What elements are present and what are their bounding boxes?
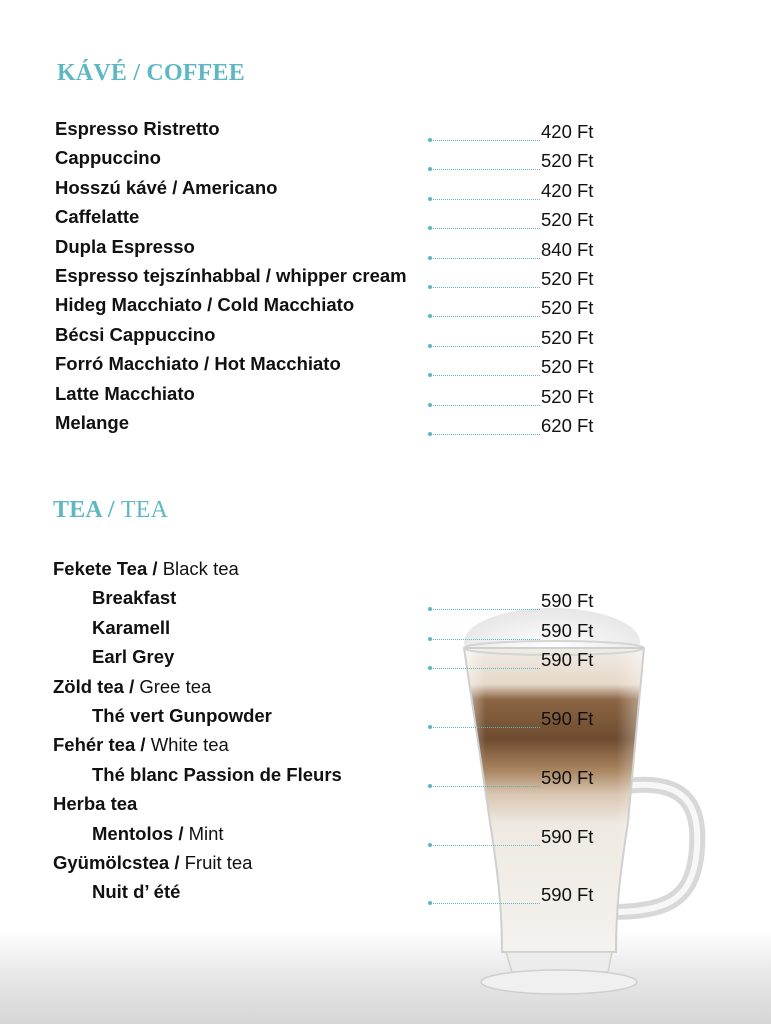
item-price: 420 Ft xyxy=(541,179,594,201)
category-row xyxy=(0,558,771,584)
category-row xyxy=(0,676,771,702)
item-name xyxy=(92,587,176,609)
leader-dot xyxy=(428,226,432,230)
item-name-text: Bécsi Cappuccino xyxy=(55,323,216,345)
item-price: 520 Ft xyxy=(541,209,594,231)
item-name xyxy=(55,353,341,375)
dotted-leader xyxy=(430,845,540,846)
category-row xyxy=(0,734,771,760)
dotted-leader xyxy=(430,228,540,229)
item-name-text: Mentolos xyxy=(92,822,174,844)
item-name-text: Melange xyxy=(55,412,130,433)
item-name-text: Hosszú kávé / Americano xyxy=(55,176,278,198)
dotted-leader xyxy=(430,258,540,259)
item-name xyxy=(55,383,195,405)
item-price: 520 Ft xyxy=(541,150,594,172)
menu-item xyxy=(0,587,771,613)
item-name-text: Herba tea xyxy=(53,793,138,815)
item-name-text: Karamell xyxy=(92,616,171,638)
item-translation: Fruit tea xyxy=(184,852,253,873)
dotted-leader xyxy=(430,668,540,669)
dotted-leader xyxy=(430,169,540,170)
item-name-text: Zöld tea xyxy=(53,675,124,697)
tea-heading-sub: TEA xyxy=(120,497,169,523)
leader-dot xyxy=(428,285,432,289)
item-price: 840 Ft xyxy=(541,238,594,260)
item-name xyxy=(92,764,342,786)
menu-item xyxy=(0,764,771,790)
item-price: 590 Ft xyxy=(541,766,594,788)
item-separator: / xyxy=(178,822,184,844)
menu-item xyxy=(0,705,771,731)
item-price: 590 Ft xyxy=(541,708,594,729)
item-name-text: Breakfast xyxy=(92,587,177,609)
item-name-text: Latte Macchiato xyxy=(55,382,195,404)
item-name xyxy=(92,823,224,845)
menu-item xyxy=(0,177,771,203)
item-name-text: Cappuccino xyxy=(55,147,161,169)
tea-heading xyxy=(53,497,168,524)
item-name xyxy=(55,118,220,140)
dotted-leader xyxy=(430,316,540,317)
leader-dot xyxy=(428,432,432,436)
tea-heading-separator: / xyxy=(107,497,115,523)
item-name-text: Caffelatte xyxy=(55,206,140,228)
item-translation: White tea xyxy=(150,734,229,756)
leader-dot xyxy=(428,373,432,377)
leader-dot xyxy=(428,197,432,201)
leader-dot xyxy=(428,167,432,171)
item-name-text: Fehér tea xyxy=(53,734,136,756)
dotted-leader xyxy=(430,199,540,200)
item-name xyxy=(53,852,252,874)
leader-dot xyxy=(428,637,432,641)
item-price: 520 Ft xyxy=(541,326,594,348)
category-row xyxy=(0,852,771,878)
item-name xyxy=(55,206,139,228)
dotted-leader xyxy=(430,405,540,406)
dotted-leader xyxy=(430,727,540,728)
leader-dot xyxy=(428,344,432,348)
menu-item xyxy=(0,646,771,672)
item-price: 420 Ft xyxy=(541,121,594,142)
item-price: 620 Ft xyxy=(541,415,594,436)
leader-dot xyxy=(428,784,432,788)
dotted-leader xyxy=(430,346,540,347)
menu-item xyxy=(0,265,771,291)
leader-dot xyxy=(428,901,432,905)
item-name-text: Earl Grey xyxy=(92,646,175,668)
item-name xyxy=(53,793,137,815)
item-name-text: Thé blanc Passion de Fleurs xyxy=(92,763,342,785)
item-translation: Gree tea xyxy=(139,675,212,697)
item-price: 590 Ft xyxy=(541,619,594,641)
leader-dot xyxy=(428,607,432,611)
dotted-leader xyxy=(430,287,540,288)
leader-dot xyxy=(428,725,432,729)
menu-item xyxy=(0,118,771,144)
menu-item xyxy=(0,617,771,643)
leader-dot xyxy=(428,403,432,407)
item-price: 520 Ft xyxy=(541,297,594,319)
item-separator: / xyxy=(129,675,135,697)
leader-dot xyxy=(428,843,432,847)
menu-item xyxy=(0,383,771,409)
leader-dot xyxy=(428,256,432,260)
item-name xyxy=(55,324,215,346)
category-row xyxy=(0,793,771,819)
item-price: 590 Ft xyxy=(541,825,594,847)
item-price: 520 Ft xyxy=(541,385,594,407)
menu-item xyxy=(0,147,771,173)
leader-dot xyxy=(428,138,432,142)
dotted-leader xyxy=(430,434,540,435)
menu-item xyxy=(0,353,771,379)
dotted-leader xyxy=(430,375,540,376)
item-translation: Mint xyxy=(188,822,224,844)
item-name xyxy=(53,558,239,580)
item-name xyxy=(92,881,180,903)
item-price: 520 Ft xyxy=(541,268,594,289)
dotted-leader xyxy=(430,903,540,904)
item-name-text: Nuit d’ été xyxy=(92,881,181,903)
item-name xyxy=(92,646,174,668)
item-name-text: Dupla Espresso xyxy=(55,235,195,257)
item-name-text: Fekete Tea xyxy=(53,558,148,579)
item-name xyxy=(55,147,161,169)
menu-item xyxy=(0,324,771,350)
item-separator: / xyxy=(140,734,146,756)
item-name-text: Forró Macchiato / Hot Macchiato xyxy=(55,353,341,375)
item-separator: / xyxy=(152,558,158,579)
menu-item xyxy=(0,823,771,849)
item-name-text: Gyümölcstea xyxy=(53,852,170,873)
item-name xyxy=(55,265,407,287)
dotted-leader xyxy=(430,140,540,141)
dotted-leader xyxy=(430,786,540,787)
item-name xyxy=(55,236,195,258)
item-name xyxy=(92,617,170,639)
leader-dot xyxy=(428,666,432,670)
item-price: 590 Ft xyxy=(541,649,594,671)
leader-dot xyxy=(428,314,432,318)
dotted-leader xyxy=(430,639,540,640)
item-name-text: Espresso tejszínhabbal / whipper cream xyxy=(55,265,407,286)
item-name xyxy=(53,676,211,698)
menu-item xyxy=(0,412,771,438)
item-name-text: Espresso Ristretto xyxy=(55,118,220,139)
item-price: 590 Ft xyxy=(541,884,594,906)
tea-heading-main: TEA xyxy=(53,497,102,523)
dotted-leader xyxy=(430,609,540,610)
item-name xyxy=(55,294,354,316)
item-name xyxy=(92,705,272,727)
item-separator: / xyxy=(174,852,180,873)
item-name xyxy=(55,177,277,199)
item-price: 520 Ft xyxy=(541,356,594,378)
item-name xyxy=(55,412,129,434)
menu-item xyxy=(0,206,771,232)
item-name-text: Hideg Macchiato / Cold Macchiato xyxy=(55,294,355,316)
menu-item xyxy=(0,236,771,262)
item-translation: Black tea xyxy=(162,558,239,579)
menu-item xyxy=(0,294,771,320)
menu-item xyxy=(0,881,771,907)
item-name-text: Thé vert Gunpowder xyxy=(92,705,272,726)
coffee-heading: KÁVÉ / COFFEE xyxy=(57,60,245,86)
item-price: 590 Ft xyxy=(541,590,594,612)
item-name xyxy=(53,734,229,756)
